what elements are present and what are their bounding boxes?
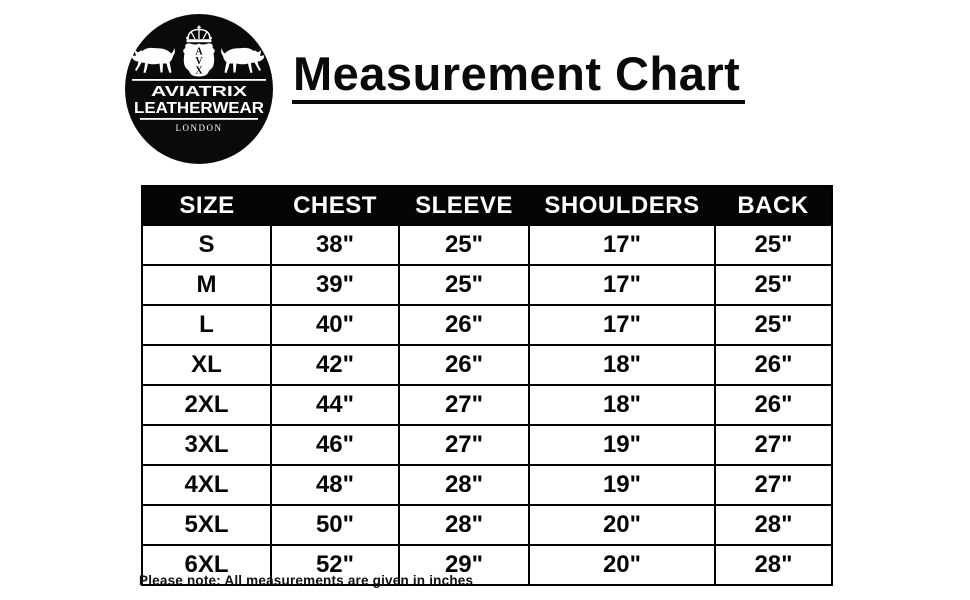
measurement-cell: 17" bbox=[529, 265, 715, 305]
size-cell: 6XL bbox=[142, 545, 271, 585]
measurement-cell: 19" bbox=[529, 425, 715, 465]
monogram-letter-a: A bbox=[195, 46, 203, 58]
size-cell: L bbox=[142, 305, 271, 345]
measurement-cell: 52" bbox=[271, 545, 399, 585]
logo-divider-bottom bbox=[140, 118, 258, 120]
measurement-cell: 28" bbox=[399, 465, 529, 505]
table-row bbox=[142, 305, 832, 345]
measurement-cell: 26" bbox=[399, 305, 529, 345]
column-header-back: BACK bbox=[715, 186, 832, 225]
size-cell: 4XL bbox=[142, 465, 271, 505]
monogram-letter-v: V bbox=[195, 56, 203, 67]
table-row bbox=[142, 465, 832, 505]
size-cell: 3XL bbox=[142, 425, 271, 465]
page-title: Measurement Chart bbox=[292, 49, 745, 104]
table-row bbox=[142, 425, 832, 465]
size-cell: S bbox=[142, 225, 271, 265]
measurement-cell: 44" bbox=[271, 385, 399, 425]
column-header-size: SIZE bbox=[142, 186, 271, 225]
measurement-cell: 29" bbox=[399, 545, 529, 585]
monogram-letter-x: X bbox=[195, 65, 203, 77]
brand-city: LONDON bbox=[175, 123, 223, 133]
measurement-cell: 26" bbox=[715, 385, 832, 425]
measurement-cell: 18" bbox=[529, 385, 715, 425]
table-row bbox=[142, 345, 832, 385]
measurement-cell: 17" bbox=[529, 225, 715, 265]
size-cell: M bbox=[142, 265, 271, 305]
brand-name-line1: AVIATRIX bbox=[151, 84, 248, 100]
table-row bbox=[142, 505, 832, 545]
brand-logo-icon bbox=[124, 13, 274, 165]
brand-name-line2: LEATHERWEAR bbox=[134, 100, 265, 117]
column-header-chest: CHEST bbox=[271, 186, 399, 225]
table-row bbox=[142, 225, 832, 265]
measurement-cell: 27" bbox=[715, 425, 832, 465]
measurement-cell: 27" bbox=[399, 425, 529, 465]
column-header-sleeve: SLEEVE bbox=[399, 186, 529, 225]
measurement-cell: 48" bbox=[271, 465, 399, 505]
measurement-cell: 18" bbox=[529, 345, 715, 385]
header-row bbox=[142, 186, 832, 225]
measurement-cell: 28" bbox=[715, 505, 832, 545]
measurement-cell: 38" bbox=[271, 225, 399, 265]
measurement-cell: 28" bbox=[399, 505, 529, 545]
size-cell: 5XL bbox=[142, 505, 271, 545]
logo-divider-top bbox=[132, 79, 266, 81]
measurement-cell: 27" bbox=[399, 385, 529, 425]
measurement-cell: 39" bbox=[271, 265, 399, 305]
measurement-cell: 25" bbox=[715, 305, 832, 345]
measurement-cell: 25" bbox=[399, 265, 529, 305]
column-header-shoulders: SHOULDERS bbox=[529, 186, 715, 225]
measurement-cell: 50" bbox=[271, 505, 399, 545]
measurement-cell: 26" bbox=[715, 345, 832, 385]
measurement-cell: 17" bbox=[529, 305, 715, 345]
measurement-cell: 42" bbox=[271, 345, 399, 385]
measurement-cell: 26" bbox=[399, 345, 529, 385]
measurement-cell: 25" bbox=[715, 265, 832, 305]
measurement-cell: 28" bbox=[715, 545, 832, 585]
measurement-table bbox=[141, 185, 833, 586]
measurement-cell: 25" bbox=[715, 225, 832, 265]
table-row bbox=[142, 385, 832, 425]
measurement-table-header bbox=[142, 186, 832, 225]
size-cell: 2XL bbox=[142, 385, 271, 425]
measurements-note: Please note: All measurements are given in inches bbox=[139, 573, 474, 588]
measurement-cell: 19" bbox=[529, 465, 715, 505]
measurement-cell: 27" bbox=[715, 465, 832, 505]
size-cell: XL bbox=[142, 345, 271, 385]
measurement-cell: 20" bbox=[529, 505, 715, 545]
measurement-cell: 46" bbox=[271, 425, 399, 465]
table-row bbox=[142, 265, 832, 305]
measurement-cell: 25" bbox=[399, 225, 529, 265]
measurement-table-body bbox=[142, 225, 832, 585]
measurement-cell: 20" bbox=[529, 545, 715, 585]
measurement-cell: 40" bbox=[271, 305, 399, 345]
brand-logo bbox=[124, 13, 274, 165]
